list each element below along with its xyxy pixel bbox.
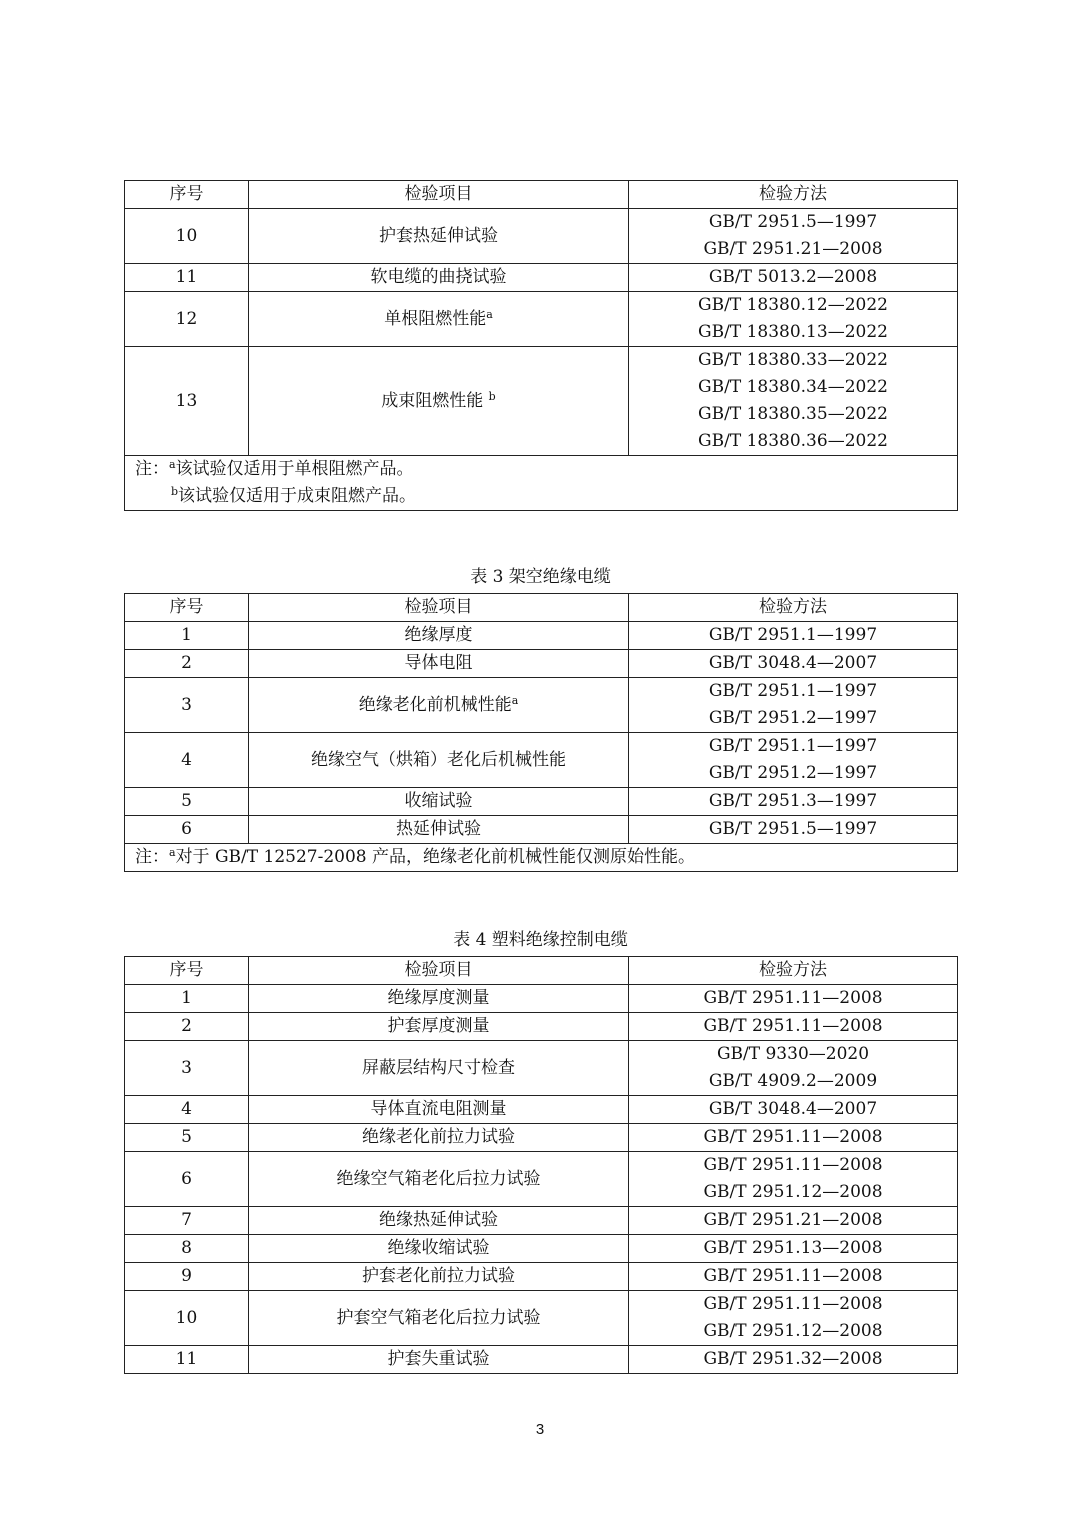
row-item: 护套厚度测量	[249, 1013, 629, 1041]
row-number: 4	[125, 1096, 249, 1124]
row-methods: GB/T 2951.3—1997	[629, 788, 958, 816]
row-number: 3	[125, 678, 249, 733]
row-number: 1	[125, 985, 249, 1013]
row-item: 护套空气箱老化后拉力试验	[249, 1291, 629, 1346]
header-item: 检验项目	[249, 594, 629, 622]
row-methods: GB/T 3048.4—2007	[629, 650, 958, 678]
row-number: 7	[125, 1207, 249, 1235]
page-number: 3	[535, 1421, 545, 1438]
header-method: 检验方法	[629, 594, 958, 622]
table-continued	[124, 180, 958, 511]
row-item: 绝缘空气箱老化后拉力试验	[249, 1152, 629, 1207]
row-number: 9	[125, 1263, 249, 1291]
row-item: 绝缘空气（烘箱）老化后机械性能	[249, 733, 629, 788]
row-number: 13	[125, 347, 249, 456]
table4	[124, 956, 958, 1374]
table-row	[125, 1152, 958, 1207]
row-number: 1	[125, 622, 249, 650]
footnote-marker: a	[486, 307, 493, 321]
table-row	[125, 678, 958, 733]
table3-caption: 表 3 架空绝缘电缆	[470, 567, 611, 587]
row-methods: GB/T 2951.11—2008	[629, 1263, 958, 1291]
row-item: 护套热延伸试验	[249, 209, 629, 264]
row-item: 单根阻燃性能$^a$	[249, 292, 629, 347]
row-methods: GB/T 2951.1—1997	[629, 622, 958, 650]
row-methods: GB/T 2951.32—2008	[629, 1346, 958, 1374]
table-row	[125, 985, 958, 1013]
table-row	[125, 1096, 958, 1124]
table-row	[125, 816, 958, 844]
table-header-row	[125, 181, 958, 209]
table-row	[125, 1263, 958, 1291]
row-number: 6	[125, 816, 249, 844]
row-item: 绝缘收缩试验	[249, 1235, 629, 1263]
row-number: 2	[125, 650, 249, 678]
header-method: 检验方法	[629, 957, 958, 985]
row-methods: GB/T 9330—2020 GB/T 4909.2—2009	[629, 1041, 958, 1096]
row-methods: GB/T 2951.1—1997 GB/T 2951.2—1997	[629, 678, 958, 733]
row-number: 5	[125, 1124, 249, 1152]
table-row	[125, 733, 958, 788]
row-methods: GB/T 5013.2—2008	[629, 264, 958, 292]
table-row	[125, 264, 958, 292]
row-item: 绝缘热延伸试验	[249, 1207, 629, 1235]
row-methods: GB/T 18380.33—2022 GB/T 18380.34—2022 GB/T 18380.35—2022 GB/T 18380.36—2022	[629, 347, 958, 456]
row-item: 导体电阻	[249, 650, 629, 678]
table-row	[125, 788, 958, 816]
row-methods: GB/T 2951.21—2008	[629, 1207, 958, 1235]
table-row	[125, 1013, 958, 1041]
table-note: 注：$^a$对于 GB/T 12527-2008 产品，绝缘老化前机械性能仅测原始性能。	[125, 844, 958, 872]
table-note: 注：$^a$该试验仅适用于单根阻燃产品。 $^b$该试验仅适用于成束阻燃产品。	[125, 456, 958, 511]
header-method: 检验方法	[629, 181, 958, 209]
row-number: 11	[125, 1346, 249, 1374]
row-number: 2	[125, 1013, 249, 1041]
table-row	[125, 1346, 958, 1374]
row-item: 护套失重试验	[249, 1346, 629, 1374]
row-methods: GB/T 2951.13—2008	[629, 1235, 958, 1263]
row-methods: GB/T 2951.5—1997	[629, 816, 958, 844]
row-item: 热延伸试验	[249, 816, 629, 844]
row-item: 护套老化前拉力试验	[249, 1263, 629, 1291]
row-methods: GB/T 2951.5—1997 GB/T 2951.21—2008	[629, 209, 958, 264]
table-header-row	[125, 957, 958, 985]
row-methods: GB/T 2951.11—2008 GB/T 2951.12—2008	[629, 1152, 958, 1207]
table-row	[125, 1207, 958, 1235]
table-row	[125, 650, 958, 678]
table-row	[125, 292, 958, 347]
footnote-marker: b	[488, 389, 496, 403]
row-number: 10	[125, 209, 249, 264]
table-note-row	[125, 456, 958, 511]
table-row	[125, 1124, 958, 1152]
row-number: 11	[125, 264, 249, 292]
row-methods: GB/T 3048.4—2007	[629, 1096, 958, 1124]
row-item: 成束阻燃性能 $^b$	[249, 347, 629, 456]
row-item: 绝缘老化前机械性能$^a$	[249, 678, 629, 733]
table-row	[125, 1291, 958, 1346]
header-item: 检验项目	[249, 181, 629, 209]
header-item: 检验项目	[249, 957, 629, 985]
row-item: 屏蔽层结构尺寸检查	[249, 1041, 629, 1096]
header-seq: 序号	[125, 181, 249, 209]
header-seq: 序号	[125, 594, 249, 622]
row-item: 导体直流电阻测量	[249, 1096, 629, 1124]
row-methods: GB/T 2951.11—2008	[629, 985, 958, 1013]
row-item: 绝缘老化前拉力试验	[249, 1124, 629, 1152]
table-header-row	[125, 594, 958, 622]
table3	[124, 593, 958, 872]
table-row	[125, 1235, 958, 1263]
table-row	[125, 347, 958, 456]
row-number: 6	[125, 1152, 249, 1207]
row-methods: GB/T 2951.1—1997 GB/T 2951.2—1997	[629, 733, 958, 788]
row-methods: GB/T 18380.12—2022 GB/T 18380.13—2022	[629, 292, 958, 347]
row-number: 4	[125, 733, 249, 788]
table-row	[125, 209, 958, 264]
row-number: 10	[125, 1291, 249, 1346]
row-item: 绝缘厚度	[249, 622, 629, 650]
footnote-marker: a	[511, 693, 519, 707]
row-number: 8	[125, 1235, 249, 1263]
row-number: 3	[125, 1041, 249, 1096]
row-item: 收缩试验	[249, 788, 629, 816]
row-number: 5	[125, 788, 249, 816]
row-number: 12	[125, 292, 249, 347]
row-item: 软电缆的曲挠试验	[249, 264, 629, 292]
header-seq: 序号	[125, 957, 249, 985]
table-row	[125, 1041, 958, 1096]
table-note-row	[125, 844, 958, 872]
row-methods: GB/T 2951.11—2008	[629, 1013, 958, 1041]
row-methods: GB/T 2951.11—2008 GB/T 2951.12—2008	[629, 1291, 958, 1346]
row-item: 绝缘厚度测量	[249, 985, 629, 1013]
table4-caption: 表 4 塑料绝缘控制电缆	[453, 930, 628, 950]
table-row	[125, 622, 958, 650]
row-methods: GB/T 2951.11—2008	[629, 1124, 958, 1152]
